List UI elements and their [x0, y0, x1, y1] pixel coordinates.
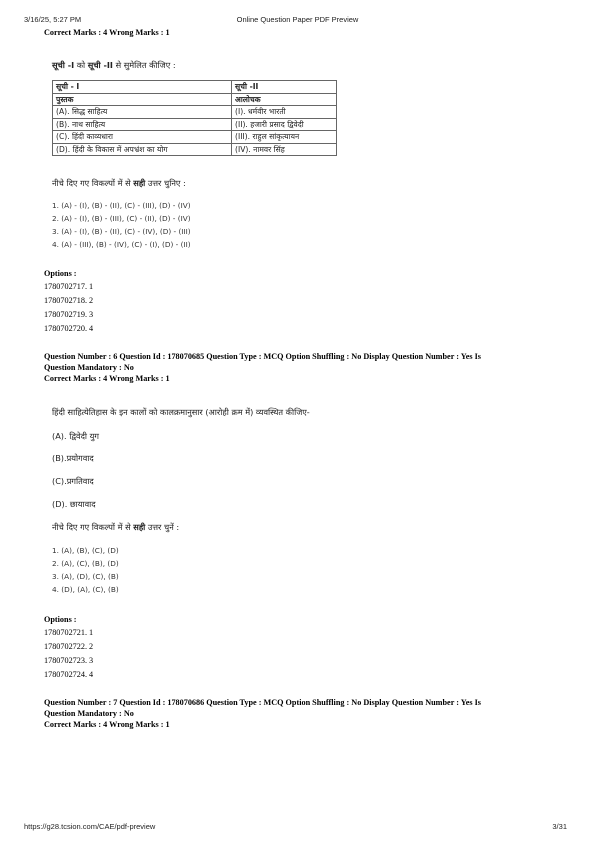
table-cell: (C). हिंदी काव्यधारा [53, 131, 232, 144]
print-title: Online Question Paper PDF Preview [236, 15, 359, 24]
table-cell: (B). नाथ साहित्य [53, 118, 232, 131]
q5-choice: 2. (A) - (I), (B) - (III), (C) - (II), (D) - (IV) [52, 214, 191, 223]
q6-prompt [52, 522, 179, 533]
q5-prompt-tail: उत्तर चुनिए : [145, 178, 186, 188]
table-cell: (D). हिंदी के विकास में अपभ्रंश का योग [53, 143, 232, 156]
table-row [53, 118, 337, 131]
table-row [53, 106, 337, 119]
table-row [53, 143, 337, 156]
q5-choice: 4. (A) - (III), (B) - (IV), (C) - (I), (D) - (II) [52, 240, 191, 249]
q6-choice: 2. (A), (C), (B), (D) [52, 559, 119, 568]
q6-question: हिंदी साहित्येतिहास के इन कालों को कालक्रमानुसार (आरोही क्रम में) व्यवस्थित कीजिए- [52, 407, 310, 417]
q5-marks: Correct Marks : 4 Wrong Marks : 1 [44, 28, 170, 37]
q6-choice: 4. (D), (A), (C), (B) [52, 585, 119, 594]
q5-option-id: 1780702719. 3 [44, 310, 94, 319]
table-cell: सूची - I [53, 81, 232, 94]
q6-item: (B).प्रयोगवाद [52, 453, 94, 463]
q6-options-label: Options : [44, 615, 77, 624]
q6-marks: Correct Marks : 4 Wrong Marks : 1 [44, 374, 170, 383]
table-cell: (I). धर्मवीर भारती [232, 106, 337, 119]
table-row [53, 93, 337, 106]
q7-marks: Correct Marks : 4 Wrong Marks : 1 [44, 720, 170, 729]
table-cell: (III). राहुल सांकृत्यायन [232, 131, 337, 144]
q5-option-id: 1780702717. 1 [44, 282, 94, 291]
q6-meta-line2: Question Mandatory : No [44, 363, 134, 372]
q6-meta-line1: Question Number : 6 Question Id : 178070685 Question Type : MCQ Option Shuffling : No Display Question Number : Yes Is [44, 352, 481, 361]
q7-meta-line2: Question Mandatory : No [44, 709, 134, 718]
q5-prompt [52, 178, 186, 189]
table-row [53, 131, 337, 144]
q6-prompt-emphasis: सही [133, 522, 146, 532]
q5-list2-ref: सूची -II [87, 60, 113, 70]
table-cell: पुस्तक [53, 93, 232, 106]
q6-choice: 1. (A), (B), (C), (D) [52, 546, 119, 555]
table-cell: (IV). नामवर सिंह [232, 143, 337, 156]
q5-list1-ref: सूची -I [52, 60, 75, 70]
q5-prompt-text: नीचे दिए गए विकल्पों में से [52, 178, 134, 188]
q5-choice: 3. (A) - (I), (B) - (II), (C) - (IV), (D) - (III) [52, 227, 191, 236]
q6-prompt-text: नीचे दिए गए विकल्पों में से [52, 522, 134, 532]
table-row [53, 81, 337, 94]
q5-match-table [52, 80, 337, 156]
page-number: 3/31 [552, 822, 567, 831]
q6-item: (D). छायावाद [52, 499, 96, 509]
q5-options-label: Options : [44, 269, 77, 278]
q6-item: (A). द्विवेदी युग [52, 431, 100, 441]
q6-option-id: 1780702723. 3 [44, 656, 94, 665]
table-cell: (II). हजारी प्रसाद द्विवेदी [232, 118, 337, 131]
q6-option-id: 1780702724. 4 [44, 670, 94, 679]
q6-prompt-tail: उत्तर चुनें : [145, 522, 180, 532]
q5-instruction-tail: से सुमेलित कीजिए : [112, 60, 176, 70]
print-url: https://g28.tcsion.com/CAE/pdf-preview [24, 822, 156, 831]
q5-option-id: 1780702718. 2 [44, 296, 94, 305]
q5-instruction [52, 60, 176, 71]
q5-prompt-emphasis: सही [133, 178, 146, 188]
table-cell: (A). सिद्ध साहित्य [53, 106, 232, 119]
q6-option-id: 1780702721. 1 [44, 628, 94, 637]
table-cell: सूची -II [232, 81, 337, 94]
q6-item: (C).प्रगतिवाद [52, 476, 94, 486]
q5-connector: को [74, 60, 88, 70]
q7-meta-line1: Question Number : 7 Question Id : 178070686 Question Type : MCQ Option Shuffling : No Display Question Number : Yes Is [44, 698, 481, 707]
print-datetime: 3/16/25, 5:27 PM [24, 15, 82, 24]
q6-option-id: 1780702722. 2 [44, 642, 94, 651]
q5-option-id: 1780702720. 4 [44, 324, 94, 333]
q6-choice: 3. (A), (D), (C), (B) [52, 572, 119, 581]
q5-choice: 1. (A) - (I), (B) - (II), (C) - (III), (D) - (IV) [52, 201, 191, 210]
table-cell: आलोचक [232, 93, 337, 106]
